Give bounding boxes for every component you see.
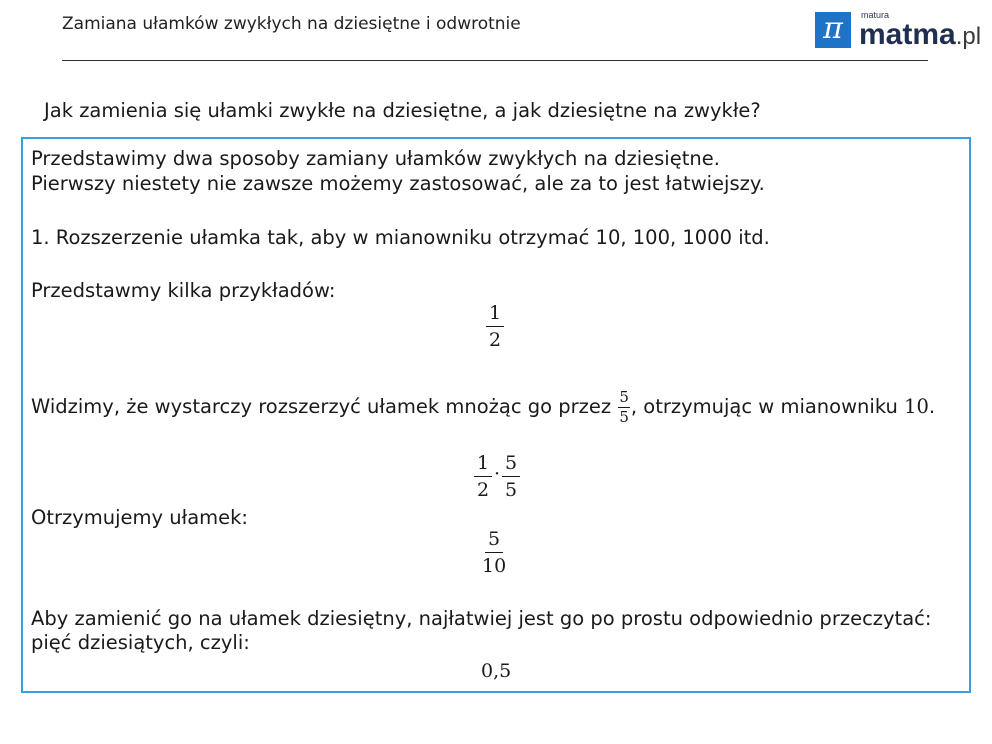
- logo-tld: .pl: [955, 23, 982, 50]
- examples-label: Przedstawmy kilka przykładów:: [31, 279, 336, 302]
- logo-wordmark: [859, 18, 981, 54]
- product-fraction-b: [502, 452, 520, 501]
- fraction-one-half: [486, 302, 504, 351]
- product-fraction-a: [474, 452, 492, 501]
- conclusion-line-2: pięć dziesiątych, czyli:: [31, 631, 250, 654]
- result-denominator: 10: [482, 555, 507, 577]
- observation-text-before: Widzimy, że wystarczy rozszerzyć ułamek mnożąc go przez: [31, 395, 618, 418]
- pi-logo-icon: π: [815, 12, 851, 48]
- result-fraction: [482, 528, 506, 577]
- logo-small-text: matura: [861, 10, 890, 20]
- multiplication-dot: ·: [494, 463, 501, 485]
- question-heading: Jak zamienia się ułamki zwykłe na dziesiętne, a jak dziesiętne na zwykłe?: [44, 99, 761, 122]
- header-title: Zamiana ułamków zwykłych na dziesiętne i odwrotnie: [62, 14, 521, 34]
- intro-line-1: Przedstawimy dwa sposoby zamiany ułamków zwykłych na dziesiętne.: [31, 147, 720, 170]
- decimal-result: 0,5: [481, 660, 512, 682]
- observation-end: .: [928, 395, 936, 418]
- product-a-denominator: 2: [477, 479, 490, 501]
- observation-line: [31, 389, 935, 426]
- header-rule: [62, 60, 928, 61]
- product-a-numerator: 1: [474, 452, 492, 477]
- logo-brand: matma: [859, 18, 956, 51]
- result-label: Otrzymujemy ułamek:: [31, 506, 248, 529]
- intro-line-2: Pierwszy niestety nie zawsze możemy zastosować, ale za to jest łatwiejszy.: [31, 172, 765, 195]
- logo[interactable]: [815, 10, 982, 54]
- product-b-numerator: 5: [502, 452, 520, 477]
- inline-fraction-numerator: 5: [619, 388, 629, 406]
- fraction-numerator: 1: [486, 302, 504, 327]
- inline-fraction-denominator: 5: [619, 408, 629, 426]
- fraction-denominator: 2: [489, 329, 502, 351]
- result-numerator: 5: [485, 528, 503, 553]
- observation-value: 10: [904, 395, 929, 418]
- method-1-heading: 1. Rozszerzenie ułamka tak, aby w mianowniku otrzymać 10, 100, 1000 itd.: [31, 226, 770, 249]
- product-b-denominator: 5: [505, 479, 518, 501]
- conclusion-line-1: Aby zamienić go na ułamek dziesiętny, najłatwiej jest go po prostu odpowiednio przeczytać:: [31, 607, 932, 630]
- observation-text-after: , otrzymując w mianowniku: [630, 395, 905, 418]
- inline-fraction-five-fifths: [618, 389, 630, 426]
